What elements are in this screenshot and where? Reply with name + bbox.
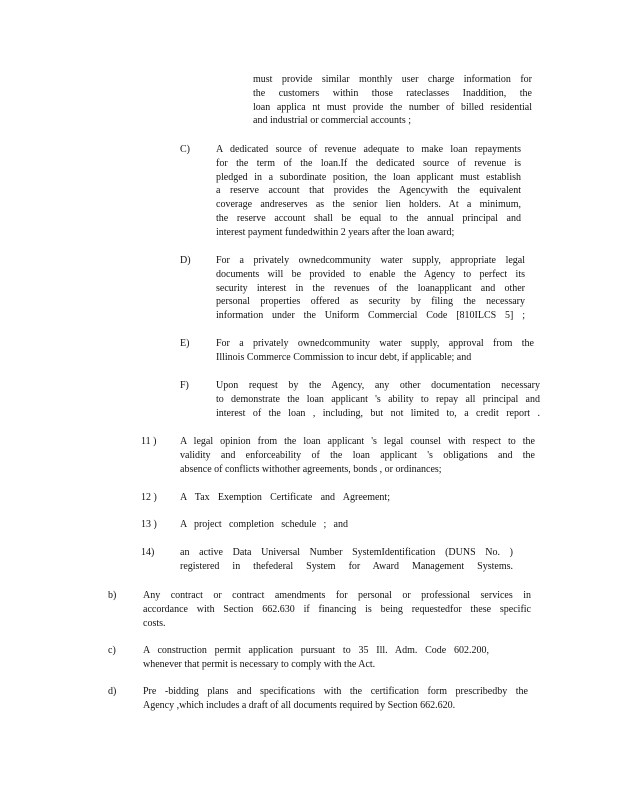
item-11-line: validity and enforceability of the loan applicant 's obligations and the <box>180 449 535 461</box>
item-d-lower-line: Pre -bidding plans and specifications with the certification form prescribedby the <box>143 686 528 697</box>
item-f-upper-line: to demonstrate the loan applicant 's ability to repay all principal and <box>216 393 540 405</box>
item-b-marker: b) <box>108 590 117 601</box>
item-d-upper-line: security interest in the revenues of the loanapplicant and other <box>216 282 525 294</box>
item-b-line: costs. <box>143 617 166 629</box>
continuation-line: the customers within those rateclasses Inaddition, the <box>253 87 532 99</box>
item-d-upper-line: For a privately ownedcommunity water supply, appropriate legal <box>216 255 525 266</box>
item-d-upper-line: information under the Uniform Commercial Code [810ILCS 5] ; <box>216 310 525 322</box>
item-13-marker: 13 ) <box>141 519 157 530</box>
item-e-upper-marker: E) <box>180 338 190 349</box>
item-d-upper-marker: D) <box>180 255 191 266</box>
item-11-line: A legal opinion from the loan applicant 's legal counsel with respect to the <box>180 436 535 447</box>
item-f-upper-line: Upon request by the Agency, any other documentation necessary <box>216 380 540 391</box>
item-14-marker: 14) <box>141 547 155 558</box>
item-c-upper-line: pledged in a subordinate position, the loan applicant must establish <box>216 171 521 183</box>
continuation-line: must provide similar monthly user charge information for <box>253 74 532 85</box>
item-b-line: accordance with Section 662.630 if financing is being requestedfor these specific <box>143 603 531 615</box>
item-b-line: Any contract or contract amendments for personal or professional services in <box>143 590 531 601</box>
item-14-line: registered in thefederal System for Award Management Systems. <box>180 560 513 572</box>
item-c-upper-line: for the term of the loan.If the dedicated source of revenue is <box>216 157 521 169</box>
item-c-upper-line: coverage andreserves as the senior lien holders. At a minimum, <box>216 199 521 211</box>
item-e-upper-line: Illinois Commerce Commission to incur debt, if applicable; and <box>216 351 472 363</box>
item-12-line: A Tax Exemption Certificate and Agreement; <box>180 492 390 503</box>
item-d-upper-line: personal properties offered as security by filing the necessary <box>216 296 525 308</box>
item-14-line: an active Data Universal Number SystemIdentification (DUNS No. ) <box>180 547 513 558</box>
item-c-upper-marker: C) <box>180 144 190 155</box>
item-c-upper-line: interest payment fundedwithin 2 years after the loan award; <box>216 226 455 238</box>
item-d-lower-line: Agency ,which includes a draft of all documents required by Section 662.620. <box>143 699 456 711</box>
item-c-lower-marker: c) <box>108 645 116 656</box>
item-f-upper-marker: F) <box>180 380 189 391</box>
item-12-marker: 12 ) <box>141 492 157 503</box>
item-d-upper-line: documents will be provided to enable the Agency to perfect its <box>216 268 525 280</box>
item-11-marker: 11 ) <box>141 436 157 447</box>
item-c-lower-line: whenever that permit is necessary to comply with the Act. <box>143 658 376 670</box>
continuation-line: and industrial or commercial accounts ; <box>253 115 412 127</box>
item-13-line: A project completion schedule ; and <box>180 519 348 530</box>
item-c-upper-line: a reserve account that provides the Agencywith the equivalent <box>216 185 521 197</box>
item-c-lower-line: A construction permit application pursuant to 35 Ill. Adm. Code 602.200, <box>143 645 489 656</box>
item-e-upper-line: For a privately ownedcommunity water supply, approval from the <box>216 338 534 349</box>
item-c-upper-line: the reserve account shall be equal to the annual principal and <box>216 213 521 224</box>
item-d-lower-marker: d) <box>108 686 117 697</box>
item-f-upper-line: interest of the loan , including, but not limited to, a credit report . <box>216 407 540 419</box>
item-11-line: absence of conflicts withother agreements, bonds , or ordinances; <box>180 463 442 475</box>
continuation-line: loan applica nt must provide the number of billed residential <box>253 101 532 113</box>
item-c-upper-line: A dedicated source of revenue adequate to make loan repayments <box>216 144 521 155</box>
